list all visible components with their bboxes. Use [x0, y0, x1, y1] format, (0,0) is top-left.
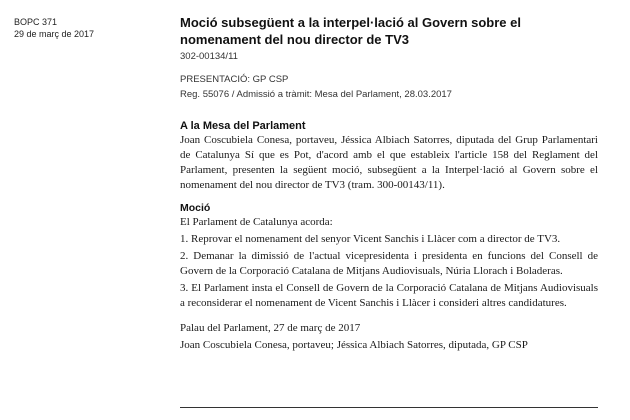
signatures: Joan Coscubiela Conesa, portaveu; Jéssica Albiach Satorres, diputada, GP CSP — [180, 339, 528, 351]
motion-item: 1. Reprovar el nomenament del senyor Vicent Sanchis i Llàcer com a director de TV3. — [180, 233, 561, 245]
motion-heading: Moció — [180, 202, 211, 214]
document-title: Moció subsegüent a la interpel·lació al Govern sobre el nomenament del nou director de TV3 — [180, 15, 521, 47]
bottom-divider — [180, 407, 598, 408]
document-sidebar — [14, 16, 154, 40]
presentation-line: PRESENTACIÓ: GP CSP — [180, 74, 289, 85]
motion-item: 3. El Parlament insta el Consell de Govern de la Corporació Catalana de Mitjans Audiovisuals a reconsiderar el nomenament de Vicent Sanchis i Llàcer i consideri altres candidatures. — [180, 282, 598, 309]
addressee-heading: A la Mesa del Parlament — [180, 120, 306, 132]
document-body — [180, 14, 598, 355]
bulletin-reference: BOPC 371 — [14, 17, 58, 27]
agreement-line: El Parlament de Catalunya acorda: — [180, 216, 333, 228]
motion-item: 2. Demanar la dimissió de l'actual vicepresidenta i presidenta en funcions del Consell de Govern de la Corporació Catalana de Mitjans Audiovisuals, Núria Llorach i Boladeras. — [180, 250, 598, 277]
procedure-code: 302-00134/11 — [180, 51, 238, 62]
intro-paragraph: Joan Coscubiela Conesa, portaveu, Jéssica Albiach Satorres, diputada del Grup Parlamentari de Catalunya Sí que es Pot, d'acord amb el que estableix l'article 158 del Reglament del Parlament, presenten la següent moció, subsegüent a la Interpel·lació al Govern sobre el nomenament del nou director de TV3 (tram. 300-00143/11). — [180, 134, 598, 191]
registration-line: Reg. 55076 / Admissió a tràmit: Mesa del Parlament, 28.03.2017 — [180, 89, 452, 100]
place-date: Palau del Parlament, 27 de març de 2017 — [180, 322, 361, 334]
bulletin-date: 29 de març de 2017 — [14, 29, 95, 39]
